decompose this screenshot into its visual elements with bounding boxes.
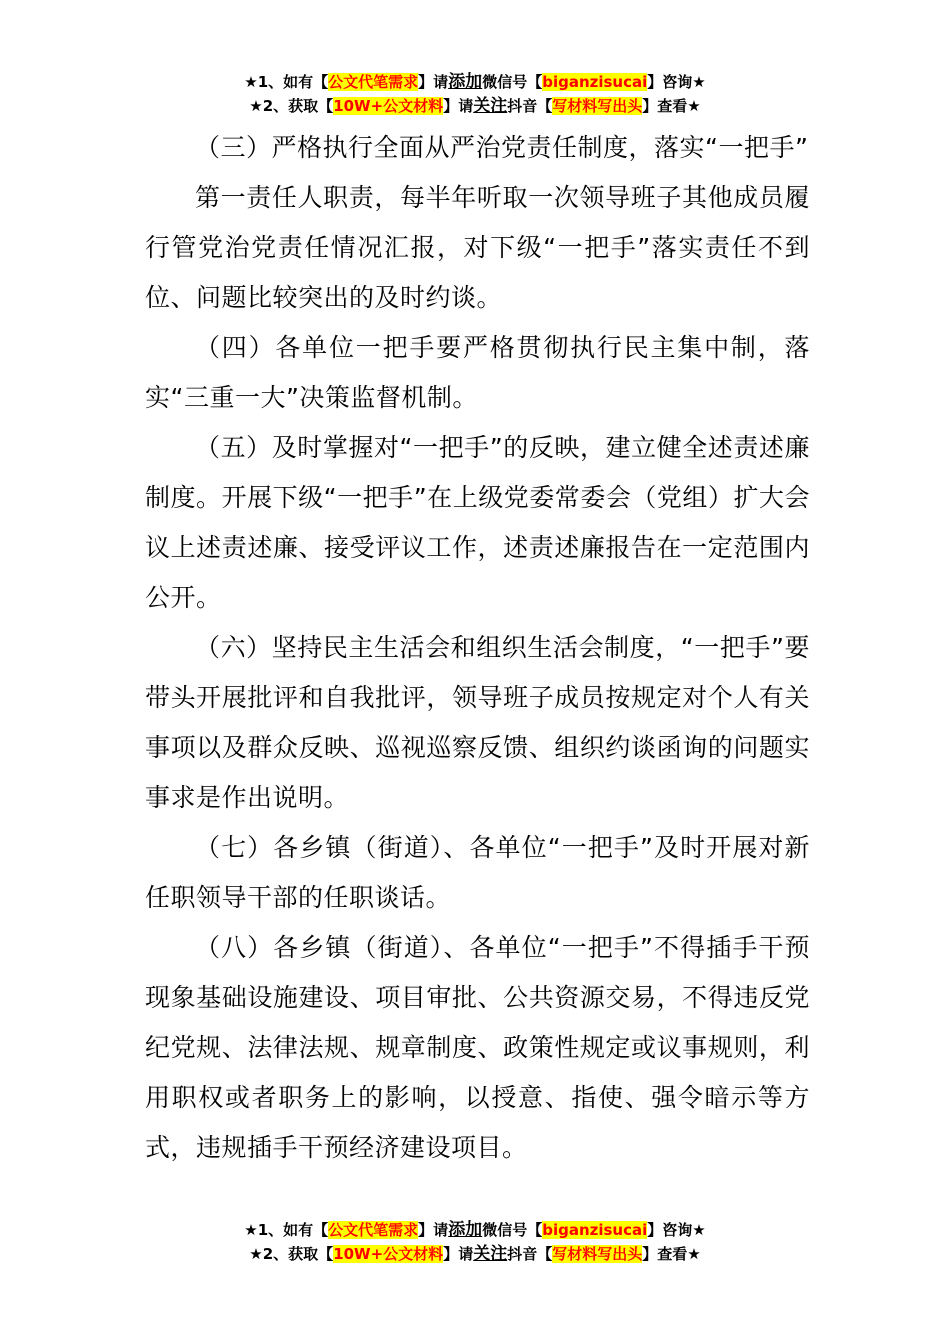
banner-highlight: 10W+公文材料 xyxy=(333,97,444,115)
banner-text: ★1、如有【 xyxy=(244,73,329,91)
banner-text: 】查看★ xyxy=(642,97,701,115)
banner-text: 】咨询★ xyxy=(647,1221,706,1239)
banner-text: 】请 xyxy=(443,1245,474,1263)
banner-highlight: 公文代笔需求 xyxy=(328,73,419,91)
banner-text: 】请 xyxy=(418,1221,449,1239)
banner-text: 微信号【 xyxy=(482,1221,543,1239)
banner-text: 抖音【 xyxy=(507,97,553,115)
banner-highlight-wechat-id: biganzisucai xyxy=(542,1221,648,1239)
banner-text: ★2、获取【 xyxy=(249,97,334,115)
banner-line-1 xyxy=(0,70,950,94)
footer-banner xyxy=(0,1218,950,1266)
banner-underline: 关注 xyxy=(473,1244,508,1264)
banner-text: ★1、如有【 xyxy=(244,1221,329,1239)
paragraph-4: （四）各单位一把手要严格贯彻执行民主集中制，落实“三重一大”决策监督机制。 xyxy=(145,333,810,412)
banner-highlight-douyin: 写材料写出头 xyxy=(552,1245,643,1263)
banner-line-2 xyxy=(0,1242,950,1266)
paragraph-3-continued: 第一责任人职责，每半年听取一次领导班子其他成员履行管党治党责任情况汇报，对下级“一把手”落实责任不到位、问题比较突出的及时约谈。 xyxy=(145,183,810,312)
banner-text: 】请 xyxy=(443,97,474,115)
banner-text: ★2、获取【 xyxy=(249,1245,334,1263)
paragraph-8: （八）各乡镇（街道）、各单位“一把手”不得插手干预现象基础设施建设、项目审批、公共资源交易，不得违反党纪党规、法律法规、规章制度、政策性规定或议事规则，利用职权或者职务上的影响，以授意、指使、强令暗示等方式，违规插手干预经济建设项目。 xyxy=(145,933,810,1162)
banner-highlight-douyin: 写材料写出头 xyxy=(552,97,643,115)
banner-highlight-wechat-id: biganzisucai xyxy=(542,73,648,91)
document-body xyxy=(145,123,810,1173)
banner-text: 】查看★ xyxy=(642,1245,701,1263)
banner-text: 】咨询★ xyxy=(647,73,706,91)
banner-line-2 xyxy=(0,94,950,118)
banner-text: 微信号【 xyxy=(482,73,543,91)
paragraph-5: （五）及时掌握对“一把手”的反映，建立健全述责述廉制度。开展下级“一把手”在上级党委常委会（党组）扩大会议上述责述廉、接受评议工作，述责述廉报告在一定范围内公开。 xyxy=(145,433,810,612)
banner-underline: 添加 xyxy=(448,1220,483,1240)
banner-text: 】请 xyxy=(418,73,449,91)
paragraph-7: （七）各乡镇（街道）、各单位“一把手”及时开展对新任职领导干部的任职谈话。 xyxy=(145,833,810,912)
banner-text: 抖音【 xyxy=(507,1245,553,1263)
banner-highlight: 10W+公文材料 xyxy=(333,1245,444,1263)
paragraph-3: （三）严格执行全面从严治党责任制度，落实“一把手” xyxy=(195,133,809,162)
banner-highlight: 公文代笔需求 xyxy=(328,1221,419,1239)
banner-line-1 xyxy=(0,1218,950,1242)
paragraph-6: （六）坚持民主生活会和组织生活会制度，“一把手”要带头开展批评和自我批评，领导班子成员按规定对个人有关事项以及群众反映、巡视巡察反馈、组织约谈函询的问题实事求是作出说明。 xyxy=(145,633,810,812)
banner-underline: 关注 xyxy=(473,96,508,116)
banner-underline: 添加 xyxy=(448,72,483,92)
header-banner xyxy=(0,70,950,118)
